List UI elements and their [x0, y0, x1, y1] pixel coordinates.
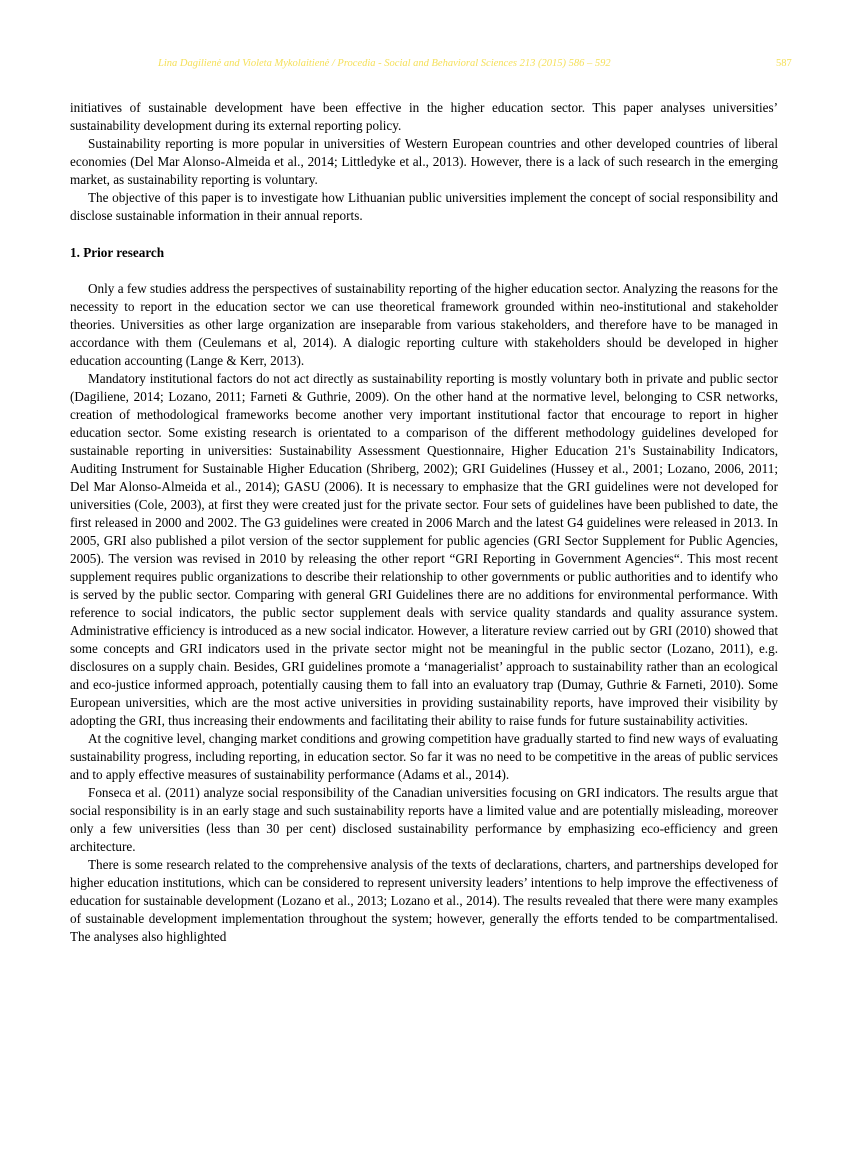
- section-heading: 1. Prior research: [70, 245, 165, 260]
- body-paragraph: At the cognitive level, changing market conditions and growing competition have gradually started to find new ways of evaluating sustainability progress, including reporting, in education sector. So far it was no need to be competitive in the areas of public services and to apply effective measures of sustainability performance (Adams et al., 2014).: [70, 731, 778, 782]
- intro-paragraph: initiatives of sustainable development have been effective in the higher education sector. This paper analyses universities’ sustainability development during its external reporting policy.: [70, 100, 778, 133]
- body-paragraph: Only a few studies address the perspectives of sustainability reporting of the higher education sector. Analyzing the reasons for the necessity to report in the education sector we can use theoretical framework grounded within neo-institutional and stakeholder theories. Universities as other large organization are inseparable from various stakeholders, and therefore have to be managed in accordance with them (Ceulemans et al, 2014). A dialogic reporting culture with stakeholders should be developed in higher education accounting (Lange & Kerr, 2013).: [70, 281, 778, 368]
- intro-paragraph: The objective of this paper is to investigate how Lithuanian public universities implement the concept of social responsibility and disclose sustainable information in their annual reports.: [70, 190, 778, 223]
- running-head: [0, 58, 846, 74]
- intro-paragraph: Sustainability reporting is more popular in universities of Western European countries and other developed countries of liberal economies (Del Mar Alonso-Almeida et al., 2014; Littledyke et al., 2013). However, there is a lack of such research in the emerging market, as sustainability reporting is voluntary.: [70, 136, 778, 187]
- running-head-title: Lina Dagilienė and Violeta Mykolaitienė / Procedia - Social and Behavioral Sciences 213 (2015) 586 – 592: [158, 58, 611, 69]
- page-number: 587: [776, 58, 792, 69]
- body-paragraph: Fonseca et al. (2011) analyze social responsibility of the Canadian universities focusing on GRI indicators. The results argue that social responsibility is in an early stage and such sustainability reports have a limited value and are potentially misleading, moreover only a few universities (less than 30 per cent) disclosed sustainability performance by emphasizing eco-efficiency and green architecture.: [70, 785, 778, 854]
- body-paragraph: Mandatory institutional factors do not act directly as sustainability reporting is mostly voluntary both in private and public sector (Dagiliene, 2014; Lozano, 2011; Farneti & Guthrie, 2009). On the other hand at the normative level, belonging to CSR networks, creation of methodological frameworks become another very important institutional factor that encourage to report in higher education sector. Some existing research is orientated to a comparison of the different methodology guidelines developed for sustainable reporting in universities: Sustainability Assessment Questionnaire, Higher Education 21's Sustainability Indicators, Auditing Instrument for Sustainable Higher Education (Shriberg, 2002); GRI Guidelines (Hussey et al., 2001; Lozano, 2006, 2011; Del Mar Alonso-Almeida et al., 2014); GASU (2006). It is necessary to emphasize that the GRI guidelines were not developed for universities (Cole, 2003), at first they were created just for the private sector. Four sets of guidelines have been published to date, the first released in 2000 and 2002. The G3 guidelines were created in 2006 March and the latest G4 guidelines were released in 2013. In 2005, GRI also published a pilot version of the sector supplement for public agencies (GRI Sector Supplement for Public Agencies, 2005). The version was revised in 2010 by releasing the other report “GRI Reporting in Government Agencies“. This most recent supplement requires public organizations to describe their relationship to other governments or public authorities and to identify who is served by the public sector. Comparing with general GRI Guidelines there are no additions for environmental performance. With reference to social indicators, the public sector supplement deals with service quality standards and quality assurance system. Administrative efficiency is introduced as a new social indicator. However, a literature review carried out by GRI (2010) showed that some concepts and GRI indicators used in the private sector might not be meaningful in the public sector (Lozano, 2011), e.g. disclosures on a supply chain. Besides, GRI guidelines promote a ‘managerialist’ approach to sustainability rather than an ecological and eco-justice informed approach, potentially causing them to fall into an evaluatory trap (Dumay, Guthrie & Farneti, 2010). Some European universities, which are the most active universities in providing sustainability reports, have improved their visibility by adopting the GRI, thus increasing their endowments and facilitating their ability to raise funds for future sustainability activities.: [70, 371, 778, 728]
- article-body: [70, 99, 778, 946]
- body-paragraph: There is some research related to the comprehensive analysis of the texts of declarations, charters, and partnerships developed for higher education institutions, which can be considered to represent university leaders’ intentions to help improve the effectiveness of education for sustainable development (Lozano et al., 2013; Lozano et al., 2014). The results revealed that there were many examples of sustainable development implementation throughout the system; however, generally the efforts tended to be compartmentalised. The analyses also highlighted: [70, 857, 778, 944]
